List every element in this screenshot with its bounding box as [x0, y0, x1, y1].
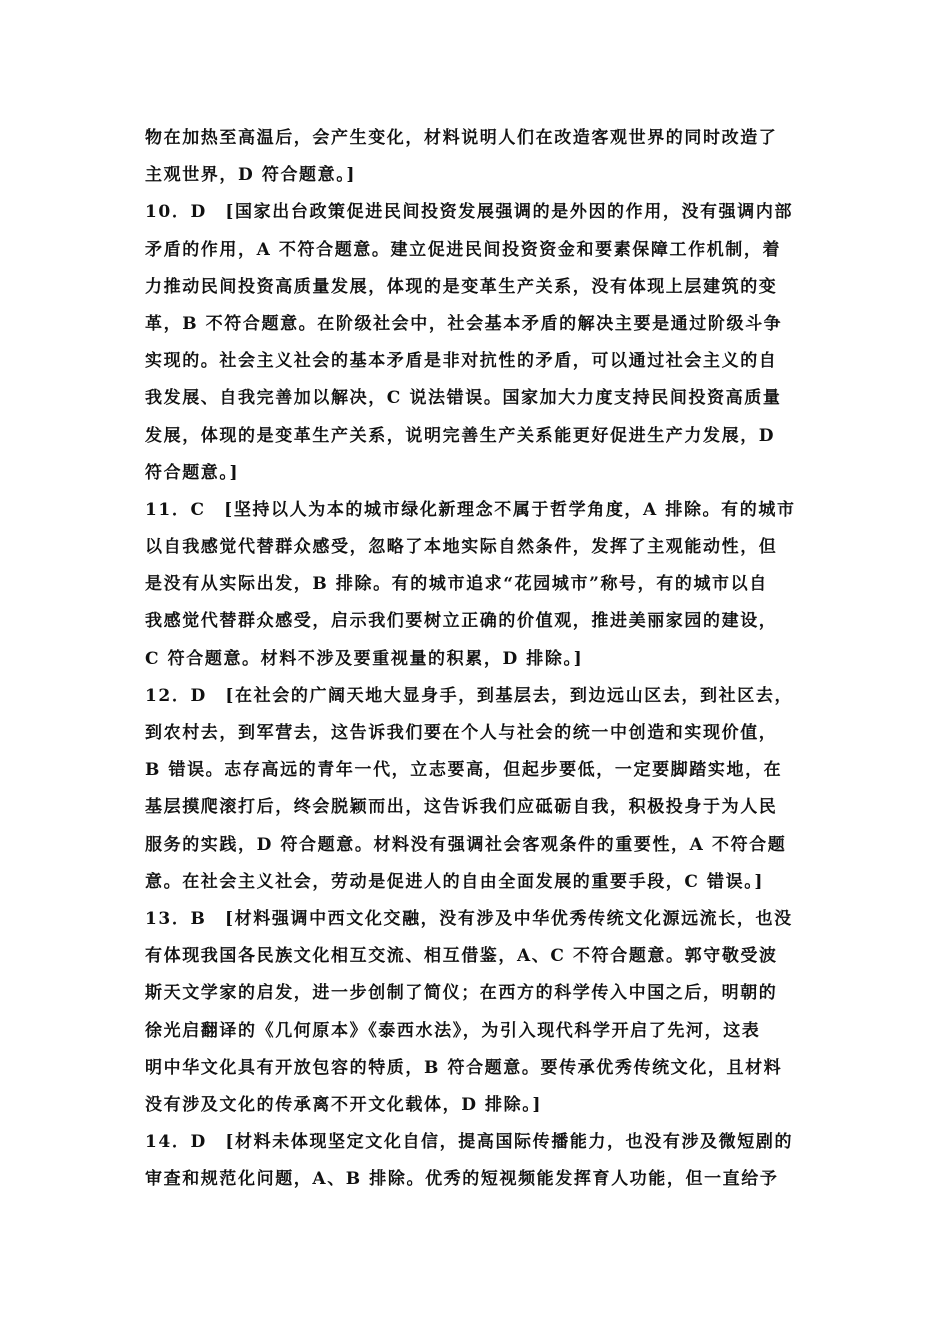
text-line: 徐光启翻译的《几何原本》《泰西水法》，为引入现代科学开启了先河，这表 [145, 1020, 761, 1041]
text-line: 基层摸爬滚打后，终会脱颖而出，这告诉我们应砥砺自我，积极投身于为人民 [145, 797, 778, 818]
text-line: 11．C [坚持以人为本的城市绿化新理念不属于哲学角度，A 排除。有的城市 [145, 499, 796, 520]
text-line: 矛盾的作用，A 不符合题意。建立促进民间投资资金和要素保障工作机制，着 [145, 239, 782, 260]
text-line: 10．D [国家出台政策促进民间投资发展强调的是外因的作用，没有强调内部 [145, 202, 794, 223]
text-line: 斯天文学家的启发，进一步创制了简仪；在西方的科学传入中国之后，明朝的 [145, 983, 778, 1004]
text-line: 以自我感觉代替群众感受，忽略了本地实际自然条件，发挥了主观能动性，但 [145, 537, 778, 558]
text-line: 明中华文化具有开放包容的特质，B 符合题意。要传承优秀传统文化，且材料 [145, 1057, 783, 1078]
text-line: 14．D [材料未体现坚定文化自信，提高国际传播能力，也没有涉及微短剧的 [145, 1132, 794, 1153]
text-line: 我发展、自我完善加以解决，C 说法错误。国家加大力度支持民间投资高质量 [145, 388, 782, 409]
answer-explanations [145, 120, 817, 1198]
text-line: 意。在社会主义社会，劳动是促进人的自由全面发展的重要手段，C 错误。] [145, 871, 764, 892]
text-line: 物在加热至高温后，会产生变化，材料说明人们在改造客观世界的同时改造了 [145, 128, 778, 148]
text-line: 是没有从实际出发，B 排除。有的城市追求“花园城市”称号，有的城市以自 [145, 574, 768, 595]
text-line: 到农村去，到军营去，这告诉我们要在个人与社会的统一中创造和实现价值， [145, 723, 778, 743]
text-line: B 错误。志存高远的青年一代，立志要高，但起步要低，一定要脚踏实地，在 [145, 760, 783, 781]
text-line: 审查和规范化问题，A、B 排除。优秀的短视频能发挥育人功能，但一直给予 [145, 1169, 779, 1190]
text-line: 发展，体现的是变革生产关系，说明完善生产关系能更好促进生产力发展，D [145, 425, 776, 446]
text-line: 力推动民间投资高质量发展，体现的是变革生产关系，没有体现上层建筑的变 [145, 276, 778, 297]
text-line: 没有涉及文化的传承离不开文化载体，D 排除。] [145, 1094, 543, 1115]
text-line: 12．D [在社会的广阔天地大显身手，到基层去，到边远山区去，到社区去， [145, 685, 794, 706]
text-line: C 符合题意。材料不涉及要重视量的积累，D 排除。] [145, 648, 584, 669]
text-line: 服务的实践，D 符合题意。材料没有强调社会客观条件的重要性，A 不符合题 [145, 834, 787, 855]
text-line: 符合题意。] [145, 462, 240, 483]
text-line: 革，B 不符合题意。在阶级社会中，社会基本矛盾的解决主要是通过阶级斗争 [145, 313, 783, 334]
text-line: 13．B [材料强调中西文化交融，没有涉及中华优秀传统文化源远流长，也没 [145, 908, 793, 929]
text-line: 我感觉代替群众感受，启示我们要树立正确的价值观，推进美丽家园的建设， [145, 611, 778, 632]
text-line: 有体现我国各民族文化相互交流、相互借鉴，A、C 不符合题意。郭守敬受波 [145, 946, 778, 967]
text-line: 主观世界，D 符合题意。] [145, 165, 357, 186]
text-line: 实现的。社会主义社会的基本矛盾是非对抗性的矛盾，可以通过社会主义的自 [145, 351, 778, 372]
